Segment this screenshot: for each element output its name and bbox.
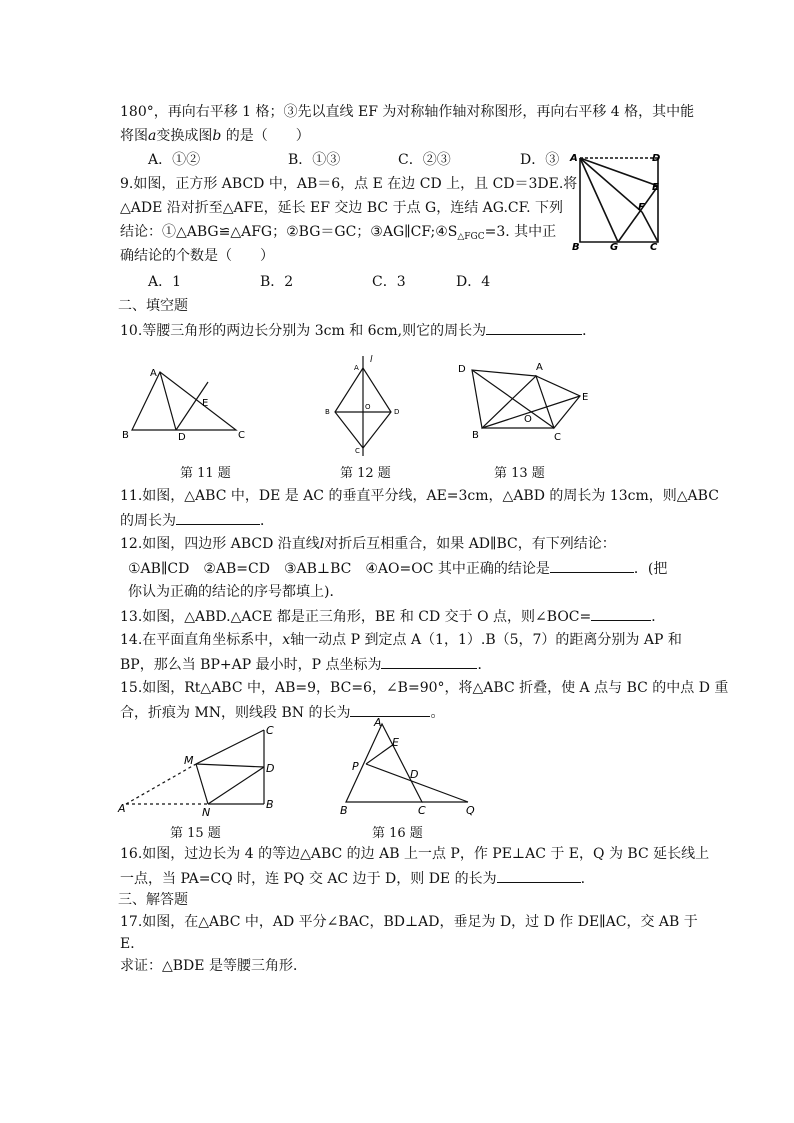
q13-answer-blank[interactable] bbox=[591, 606, 651, 621]
q12-answer-blank[interactable] bbox=[550, 558, 634, 573]
fig13-label-b: B bbox=[472, 430, 479, 441]
q16-line2 bbox=[120, 868, 585, 889]
fig16-label-b: B bbox=[340, 804, 348, 816]
fig12-label-o: O bbox=[365, 403, 371, 411]
q9-line3-text: 结论：①△ABG≌△AFG；②BG＝GC；③AG∥CF;④S bbox=[120, 224, 458, 240]
q14-line1 bbox=[120, 630, 682, 650]
fig15-label-c: C bbox=[266, 724, 274, 737]
fig9-label-f: F bbox=[638, 202, 645, 213]
fig13-label-d: D bbox=[458, 364, 466, 375]
q8-option-b: B．①③ bbox=[288, 152, 341, 168]
q12-options-text: ①AB∥CD ②AB=CD ③AB⊥BC ④AO=OC 其中正确的结论是 bbox=[128, 561, 550, 577]
q14-text-a: 14.在平面直角坐标系中， bbox=[120, 632, 283, 648]
fig16-label-c: C bbox=[418, 804, 426, 816]
q9-options bbox=[148, 272, 490, 292]
fig15-label-m: M bbox=[184, 754, 194, 767]
figure-q15-fold bbox=[116, 720, 288, 816]
q15-end: 。 bbox=[430, 705, 445, 721]
fig11-label-d: D bbox=[178, 432, 186, 443]
q16-end: . bbox=[580, 871, 586, 887]
fig11-label-a: A bbox=[150, 368, 157, 379]
q17-line2: E． bbox=[120, 936, 145, 952]
q12-line3: 你认为正确的结论的序号都填上)． bbox=[128, 584, 344, 600]
fig16-label-e: E bbox=[392, 736, 399, 749]
fig13-label-o: O bbox=[524, 414, 532, 425]
fig16-label-a: A bbox=[374, 716, 382, 729]
fig16-label-p: P bbox=[352, 760, 359, 773]
q13-text: 13.如图，△ABD.△ACE 都是正三角形，BE 和 CD 交于 O 点，则∠BOC= bbox=[120, 609, 592, 625]
q8-line1: 180°，再向右平移 1 格；③先以直线 EF 为对称轴作轴对称图形，再向右平移 4 格，其中能 bbox=[120, 104, 695, 120]
q10-line bbox=[120, 320, 596, 341]
fig15-label-b: B bbox=[266, 798, 274, 811]
q10-answer-blank[interactable] bbox=[486, 320, 582, 335]
caption-fig11: 第 11 题 bbox=[180, 466, 231, 481]
q8-text-a: 将图 bbox=[120, 128, 148, 144]
fig15-label-a: A bbox=[118, 802, 126, 815]
figure-q13-triangles bbox=[452, 356, 602, 444]
q11-answer-blank[interactable] bbox=[176, 510, 260, 525]
q8-line2 bbox=[120, 126, 310, 146]
q12-line2 bbox=[128, 558, 667, 579]
q15-answer-blank[interactable] bbox=[350, 702, 430, 717]
caption-fig13: 第 13 题 bbox=[494, 466, 545, 481]
fig13-label-a: A bbox=[536, 362, 543, 373]
q9-option-d: D．4 bbox=[456, 274, 491, 290]
q12-text-a: 12.如图，四边形 ABCD 沿直线 bbox=[120, 536, 320, 552]
fig12-label-l: l bbox=[370, 355, 373, 365]
q15-line1: 15.如图，Rt△ABC 中，AB=9，BC=6，∠B=90°，将△ABC 折叠，使 A 点与 BC 的中点 D 重 bbox=[120, 680, 729, 696]
q17-line1: 17.如图，在△ABC 中，AD 平分∠BAC，BD⊥AD，垂足为 D，过 D 作 DE∥AC，交 AB 于 bbox=[120, 914, 698, 930]
q11-end: ． bbox=[260, 513, 274, 529]
q16-line1: 16.如图，过边长为 4 的等边△ABC 的边 AB 上一点 P，作 PE⊥AC 于 E，Q 为 BC 延长线上 bbox=[120, 846, 710, 862]
q9-area-subscript: △FGC bbox=[457, 232, 485, 242]
fig13-label-c: C bbox=[554, 432, 561, 443]
q8-var-a: a bbox=[148, 128, 157, 144]
q9-option-b: B．2 bbox=[260, 274, 294, 290]
fig16-label-q: Q bbox=[466, 804, 475, 816]
q12-line2-end: ．(把 bbox=[633, 561, 668, 577]
q8-var-b: b bbox=[212, 128, 222, 144]
fig11-label-b: B bbox=[122, 430, 129, 441]
fig9-label-b: B bbox=[572, 242, 580, 253]
q15-text: 合，折痕为 MN，则线段 BN 的长为 bbox=[120, 705, 351, 721]
q8-text-b: 变换成图 bbox=[156, 128, 213, 144]
fig13-label-e: E bbox=[582, 392, 589, 403]
q9-option-c: C．3 bbox=[372, 274, 406, 290]
q13-end: ． bbox=[651, 609, 666, 625]
q11-line2 bbox=[120, 510, 274, 531]
fig12-label-a: A bbox=[354, 364, 359, 372]
q11-line1: 11.如图，△ABC 中，DE 是 AC 的垂直平分线，AE=3cm，△ABD 的周长为 13cm，则△ABC bbox=[120, 488, 719, 504]
q14-answer-blank[interactable] bbox=[381, 654, 477, 669]
q9-line1: 9.如图，正方形 ABCD 中，AB＝6，点 E 在边 CD 上，且 CD＝3DE.将 bbox=[120, 176, 578, 192]
fig15-label-d: D bbox=[266, 762, 275, 775]
q12-var-l: l bbox=[319, 536, 325, 552]
q14-text-b: 轴一动点 P 到定点 A（1，1）.B（5，7）的距离分别为 AP 和 bbox=[290, 632, 682, 648]
figure-q9-square bbox=[566, 150, 666, 254]
caption-fig12: 第 12 题 bbox=[340, 466, 391, 481]
figure-q16-triangle bbox=[336, 716, 486, 816]
caption-fig16: 第 16 题 bbox=[372, 826, 423, 841]
fig12-label-c: C bbox=[355, 447, 360, 455]
q9-line2: △ADE 沿对折至△AFE，延长 EF 交边 BC 于点 G，连结 AG.CF. 下列 bbox=[120, 200, 564, 216]
q12-line1 bbox=[120, 534, 616, 554]
q9-line4: 确结论的个数是（ ） bbox=[120, 248, 274, 264]
q12-text-b: 对折后互相重合，如果 AD∥BC，有下列结论： bbox=[324, 536, 616, 552]
fig9-label-e: E bbox=[652, 182, 659, 193]
figure-q12-quadrilateral bbox=[318, 352, 408, 456]
q8-option-c: C．②③ bbox=[398, 152, 451, 168]
fig11-label-e: E bbox=[202, 398, 209, 409]
q17-line3: 求证：△BDE 是等腰三角形． bbox=[120, 958, 307, 974]
fig9-label-d: D bbox=[652, 153, 661, 164]
fig12-label-b: B bbox=[325, 408, 330, 416]
q10-end: ． bbox=[582, 323, 597, 339]
fig16-label-d: D bbox=[410, 768, 419, 781]
fig11-label-c: C bbox=[238, 430, 245, 441]
q16-answer-blank[interactable] bbox=[497, 868, 581, 883]
fig9-label-c: C bbox=[650, 242, 658, 253]
q8-text-c: 的是（ ） bbox=[221, 128, 310, 144]
q10-text: 10.等腰三角形的两边长分别为 3cm 和 6cm,则它的周长为 bbox=[120, 323, 487, 339]
q8-options bbox=[148, 150, 559, 170]
figure-q11-triangle bbox=[118, 362, 253, 444]
fig12-label-d: D bbox=[394, 408, 400, 416]
q9-option-a: A．1 bbox=[148, 274, 182, 290]
q8-option-d: D．③ bbox=[520, 152, 560, 168]
q8-option-a: A．①② bbox=[148, 152, 201, 168]
q9-line3 bbox=[120, 222, 556, 247]
section-answer-heading: 三、解答题 bbox=[118, 892, 188, 908]
caption-fig15: 第 15 题 bbox=[170, 826, 221, 841]
q14-end: ． bbox=[477, 657, 492, 673]
q9-line3-end: =3. 其中正 bbox=[484, 224, 557, 240]
fig9-label-a: A bbox=[570, 153, 578, 164]
q14-var-x: x bbox=[282, 632, 291, 648]
q14-text: BP，那么当 BP+AP 最小时，P 点坐标为 bbox=[120, 657, 382, 673]
section-fill-in-heading: 二、填空题 bbox=[118, 298, 188, 314]
q14-line2 bbox=[120, 654, 491, 675]
q13-line bbox=[120, 606, 665, 627]
q16-text: 一点，当 PA=CQ 时，连 PQ 交 AC 边于 D，则 DE 的长为 bbox=[120, 871, 497, 887]
fig15-label-n: N bbox=[202, 806, 211, 816]
q11-text: 的周长为 bbox=[120, 513, 176, 529]
fig9-label-g: G bbox=[610, 242, 619, 253]
